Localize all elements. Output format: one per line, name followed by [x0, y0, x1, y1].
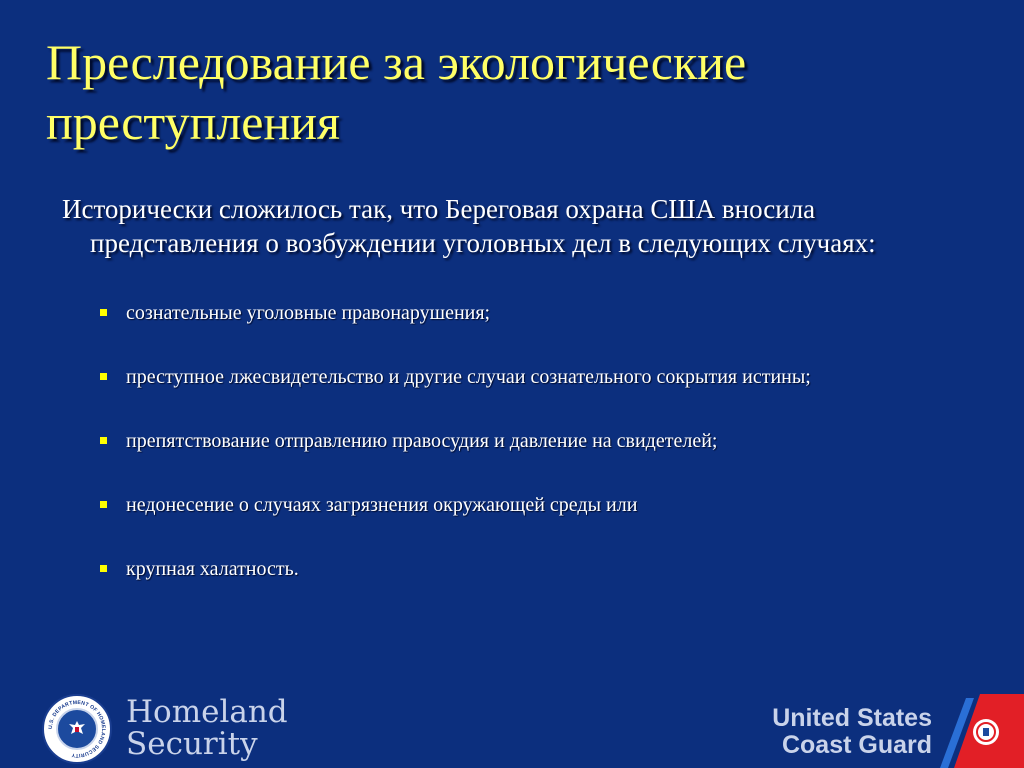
- bullet-list: [100, 300, 980, 620]
- list-item-text: преступное лжесвидетельство и другие случаи сознательного сокрытия истины;: [126, 366, 811, 388]
- dhs-seal-icon: [42, 694, 112, 764]
- dhs-wordmark: [126, 696, 288, 760]
- svg-text:U.S. DEPARTMENT OF HOMELAND SE: U.S. DEPARTMENT OF HOMELAND SECURITY: [47, 699, 107, 759]
- list-item: [100, 492, 980, 556]
- bullet-square-icon: [100, 373, 107, 380]
- list-item-text: сознательные уголовные правонарушения;: [126, 302, 491, 324]
- list-item-text: крупная халатность.: [126, 558, 299, 580]
- coast-guard-stripe-icon: [940, 694, 1024, 768]
- intro-paragraph: Исторически сложилось так, что Береговая охрана США вносила представления о возбуждении уголовных дел в следующих случаях:: [62, 194, 876, 258]
- dhs-logo: [42, 694, 302, 764]
- uscg-line-2: Coast Guard: [781, 731, 932, 759]
- bullet-square-icon: [100, 501, 107, 508]
- bullet-square-icon: [100, 565, 107, 572]
- bullet-square-icon: [100, 309, 107, 316]
- list-item-text: недонесение о случаях загрязнения окружающей среды или: [126, 494, 638, 516]
- list-item: [100, 300, 980, 364]
- dhs-line-1: Homeland: [126, 694, 288, 730]
- list-item: [100, 428, 980, 492]
- seal-center: [56, 708, 98, 750]
- list-item: [100, 364, 980, 428]
- list-item: [100, 556, 980, 620]
- uscg-wordmark: [700, 705, 932, 759]
- list-item-text: препятствование отправлению правосудия и давление на свидетелей;: [126, 430, 718, 452]
- dhs-line-2: Security: [126, 726, 258, 762]
- emblem-shield: [983, 728, 989, 736]
- bullet-square-icon: [100, 437, 107, 444]
- eagle-icon: [66, 718, 88, 740]
- uscg-line-1: United States: [772, 704, 932, 732]
- slide-title: Преследование за экологические преступления: [46, 34, 747, 150]
